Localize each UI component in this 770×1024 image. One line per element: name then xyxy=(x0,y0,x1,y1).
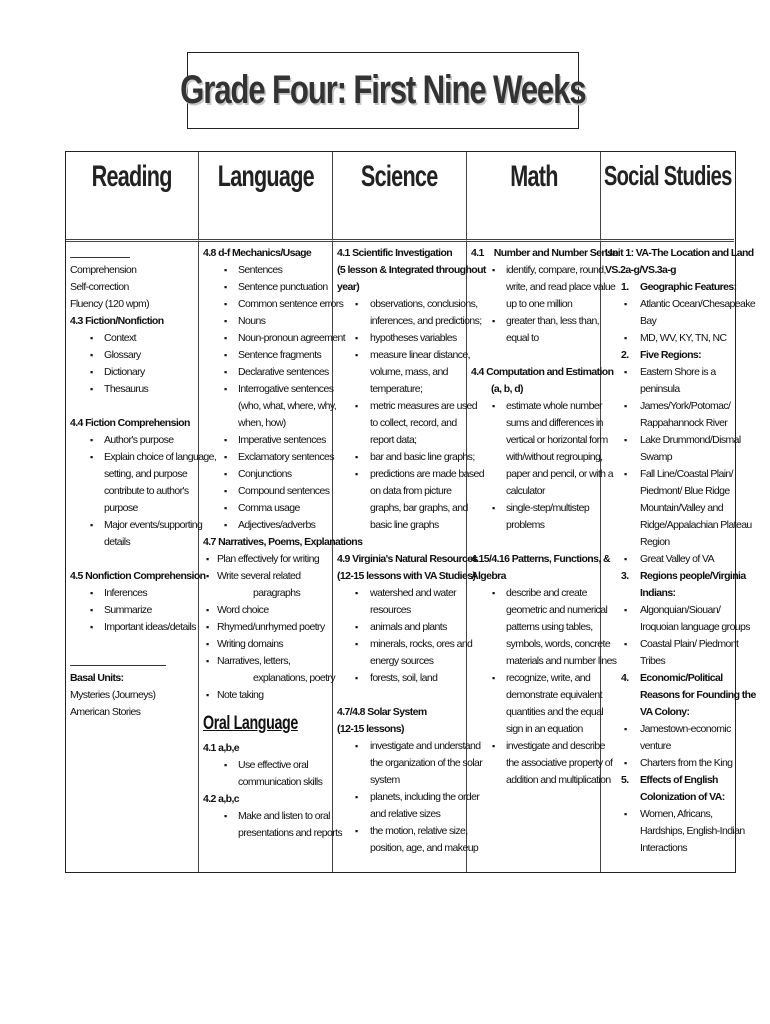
list-item: ▪ observations, conclusions, xyxy=(337,296,462,313)
section-heading: Basal Units: xyxy=(70,672,124,684)
list-item: system xyxy=(370,774,400,786)
list-item: Mountain/Valley and xyxy=(640,502,723,514)
list-item: presentations and reports xyxy=(238,827,343,839)
list-item: ▪ Use effective oral xyxy=(203,757,328,774)
list-item: volume, mass, and xyxy=(370,366,448,378)
list-item: write, and read place value xyxy=(506,281,616,293)
list-item: graphs, bar graphs, and xyxy=(370,502,468,514)
list-item: ▪ metric measures are used xyxy=(337,398,462,415)
list-item: peninsula xyxy=(640,383,680,395)
list-item: ▪ Comma usage xyxy=(203,500,328,517)
section-heading: 4.15/4.16 Patterns, Functions, & xyxy=(471,553,610,565)
list-item: ▪ Make and listen to oral xyxy=(203,808,328,825)
numbered-heading xyxy=(605,347,730,364)
list-item: patterns using tables, xyxy=(506,621,593,633)
list-item: sums and differences in xyxy=(506,417,603,429)
heading-continuation: Indians: xyxy=(640,587,676,599)
divider xyxy=(70,653,194,670)
list-item: ▪ Imperative sentences xyxy=(203,432,328,449)
science-column xyxy=(333,242,486,872)
list-item: ▪ single-step/multistep xyxy=(471,500,596,517)
list-item: ▪ Context xyxy=(70,330,194,347)
reading-column xyxy=(66,242,217,872)
list-item: Comprehension xyxy=(70,264,137,276)
title-box xyxy=(180,52,586,129)
heading-continuation: Reasons for Founding the xyxy=(640,689,756,701)
list-item: report data; xyxy=(370,434,417,446)
section-heading: 4.3 Fiction/Nonfiction xyxy=(70,315,164,327)
list-item: demonstrate equivalent xyxy=(506,689,602,701)
list-item: paper and pencil, or with a xyxy=(506,468,613,480)
list-item: ▪ estimate whole number xyxy=(471,398,596,415)
item-number: 5. xyxy=(621,774,629,786)
list-item: ▪ Writing domains xyxy=(203,636,328,653)
list-item: ▪ Glossary xyxy=(70,347,194,364)
list-item: ▪ MD, WV, KY, TN, NC xyxy=(605,330,730,347)
header-label: Math xyxy=(509,160,558,193)
list-item: sign in an equation xyxy=(506,723,583,735)
list-item: ▪ Algonquian/Siouan/ xyxy=(605,602,730,619)
list-item: ▪ Eastern Shore is a xyxy=(605,364,730,381)
numbered-heading xyxy=(605,772,730,789)
list-item: ▪ Author's purpose xyxy=(70,432,194,449)
section-heading: VS.2a-g/VS.3a-g xyxy=(605,264,676,276)
list-item: position, age, and makeup xyxy=(370,842,479,854)
list-item: ▪ Great Valley of VA xyxy=(605,551,730,568)
list-item: and relative sizes xyxy=(370,808,441,820)
list-item: Piedmont/ Blue Ridge xyxy=(640,485,730,497)
list-item: ▪ Rhymed/unrhymed poetry xyxy=(203,619,328,636)
heading-text: Five Regions: xyxy=(640,349,702,361)
header-label: Language xyxy=(217,160,314,193)
section-heading: 4.7 Narratives, Poems, Explanations xyxy=(203,536,363,548)
list-item: Mysteries (Journeys) xyxy=(70,689,156,701)
heading-continuation: Colonization of VA: xyxy=(640,791,725,803)
header-label: Science xyxy=(361,160,438,193)
list-item: calculator xyxy=(506,485,545,497)
list-item: ▪ Sentence fragments xyxy=(203,347,328,364)
list-item: Ridge/Appalachian Plateau xyxy=(640,519,752,531)
list-item: ▪ Important ideas/details xyxy=(70,619,194,636)
list-item: when, how) xyxy=(238,417,286,429)
list-item: Hardships, English-Indian xyxy=(640,825,745,837)
list-item: problems xyxy=(506,519,545,531)
header-social-studies xyxy=(601,152,734,242)
list-item: ▪ Note taking xyxy=(203,687,328,704)
list-item: inferences, and predictions; xyxy=(370,315,482,327)
list-item: ▪ Atlantic Ocean/Chesapeake xyxy=(605,296,730,313)
list-item: ▪ Summarize xyxy=(70,602,194,619)
social-studies-column xyxy=(601,242,756,872)
list-item: contribute to author's xyxy=(104,485,189,497)
heading-text: Geographic Features: xyxy=(640,281,737,293)
list-item: ▪ identify, compare, round, xyxy=(471,262,596,279)
section-heading xyxy=(471,245,618,262)
list-item: to collect, record, and xyxy=(370,417,457,429)
list-item: ▪ Explain choice of language, xyxy=(70,449,194,466)
section-heading: (12-15 lessons with VA Studies) xyxy=(337,570,476,582)
list-item: symbols, words, concrete xyxy=(506,638,611,650)
section-title: Number and Number Sense xyxy=(493,247,618,259)
item-number: 1. xyxy=(621,281,629,293)
list-item: the associative property of xyxy=(506,757,613,769)
list-item: ▪ investigate and understand xyxy=(337,738,462,755)
list-item: ▪ Women, Africans, xyxy=(605,806,730,823)
section-heading: year) xyxy=(337,281,360,293)
list-item: setting, and purpose xyxy=(104,468,188,480)
section-heading: 4.1 Scientific Investigation xyxy=(337,247,453,259)
section-heading: 4.1 a,b,e xyxy=(203,742,240,754)
list-item: ▪ Jamestown-economic xyxy=(605,721,730,738)
list-item: materials and number lines xyxy=(506,655,617,667)
numbered-heading xyxy=(605,279,737,296)
heading-continuation: VA Colony: xyxy=(640,706,690,718)
list-item: ▪ Narratives, letters, xyxy=(203,653,328,670)
list-item: details xyxy=(104,536,131,548)
section-heading: 4.9 Virginia's Natural Resources xyxy=(337,553,478,565)
curriculum-table xyxy=(65,151,756,873)
list-item: communication skills xyxy=(238,776,323,788)
list-item: ▪ bar and basic line graphs; xyxy=(337,449,462,466)
list-item: basic line graphs xyxy=(370,519,439,531)
list-item: Region xyxy=(640,536,670,548)
list-item: equal to xyxy=(506,332,539,344)
list-item: temperature; xyxy=(370,383,423,395)
list-item: ▪ investigate and describe xyxy=(471,738,596,755)
list-item: ▪ Adjectives/adverbs xyxy=(203,517,328,534)
list-item: ▪ Conjunctions xyxy=(203,466,328,483)
list-item: the organization of the solar xyxy=(370,757,483,769)
list-item: ▪ Sentences xyxy=(203,262,328,279)
list-item: ▪ hypotheses variables xyxy=(337,330,462,347)
list-item: Fluency (120 wpm) xyxy=(70,298,150,310)
section-heading: Unit 1: VA-The Location and Land xyxy=(605,247,754,259)
list-item: ▪ Word choice xyxy=(203,602,328,619)
list-item: ▪ Exclamatory sentences xyxy=(203,449,328,466)
list-item: ▪ predictions are made based xyxy=(337,466,462,483)
list-item: ▪ James/York/Potomac/ xyxy=(605,398,730,415)
list-item: ▪ Coastal Plain/ Piedmont xyxy=(605,636,730,653)
list-item: addition and multiplication xyxy=(506,774,611,786)
list-item: Rappahannock River xyxy=(640,417,728,429)
list-item: ▪ Interrogative sentences xyxy=(203,381,328,398)
list-item: ▪ Charters from the King xyxy=(605,755,730,772)
list-item: paragraphs xyxy=(253,587,301,599)
heading-text: Effects of English xyxy=(640,774,718,786)
section-heading: 4.4 Fiction Comprehension xyxy=(70,417,190,429)
list-item: ▪ Lake Drummond/Dismal xyxy=(605,432,730,449)
divider xyxy=(70,245,194,262)
section-heading: 4.4 Computation and Estimation xyxy=(471,366,614,378)
list-item: American Stories xyxy=(70,706,141,718)
list-item: ▪ Write several related xyxy=(203,568,328,585)
section-heading: 4.7/4.8 Solar System xyxy=(337,706,427,718)
header-label: Social Studies xyxy=(603,160,732,191)
list-item: ▪ greater than, less than, xyxy=(471,313,596,330)
list-item: Self-correction xyxy=(70,281,129,293)
list-item: explanations, poetry xyxy=(253,672,335,684)
section-heading: 4.5 Nonfiction Comprehension xyxy=(70,570,206,582)
heading-text: Economic/Political xyxy=(640,672,723,684)
list-item: ▪ Thesaurus xyxy=(70,381,194,398)
list-item: ▪ Plan effectively for writing xyxy=(203,551,328,568)
list-item: Tribes xyxy=(640,655,666,667)
list-item: with/without regrouping, xyxy=(506,451,603,463)
list-item: ▪ Major events/supporting xyxy=(70,517,194,534)
list-item: ▪ describe and create xyxy=(471,585,596,602)
list-item: ▪ forests, soil, land xyxy=(337,670,462,687)
section-heading: (12-15 lessons) xyxy=(337,723,404,735)
header-label: Reading xyxy=(91,160,173,193)
list-item: energy sources xyxy=(370,655,434,667)
list-item: resources xyxy=(370,604,411,616)
list-item: on data from picture xyxy=(370,485,452,497)
list-item: (who, what, where, why, xyxy=(238,400,337,412)
section-heading: (a, b, d) xyxy=(491,383,523,395)
list-item: up to one million xyxy=(506,298,573,310)
list-item: ▪ measure linear distance, xyxy=(337,347,462,364)
list-item: ▪ Sentence punctuation xyxy=(203,279,328,296)
list-item: ▪ Declarative sentences xyxy=(203,364,328,381)
header-math xyxy=(467,152,601,242)
item-number: 2. xyxy=(621,349,629,361)
list-item: ▪ Inferences xyxy=(70,585,194,602)
section-heading: 4.2 a,b,c xyxy=(203,793,240,805)
list-item: geometric and numerical xyxy=(506,604,608,616)
section-number: 4.1 xyxy=(471,247,484,259)
list-item: ▪ planets, including the order xyxy=(337,789,462,806)
list-item: Iroquoian language groups xyxy=(640,621,750,633)
math-column xyxy=(467,242,618,872)
header-language xyxy=(199,152,333,242)
header-reading xyxy=(66,152,199,242)
section-heading: 4.8 d-f Mechanics/Usage xyxy=(203,247,312,259)
list-item: ▪ the motion, relative size, xyxy=(337,823,462,840)
list-item: Bay xyxy=(640,315,657,327)
list-item: Interactions xyxy=(640,842,688,854)
list-item: Swamp xyxy=(640,451,673,463)
list-item: vertical or horizontal form xyxy=(506,434,608,446)
list-item: ▪ Compound sentences xyxy=(203,483,328,500)
list-item: ▪ Noun-pronoun agreement xyxy=(203,330,328,347)
section-heading: (5 lesson & Integrated throughout xyxy=(337,264,486,276)
numbered-heading xyxy=(605,568,746,585)
list-item: ▪ Fall Line/Coastal Plain/ xyxy=(605,466,730,483)
heading-text: Regions people/Virginia xyxy=(640,570,746,582)
list-item: ▪ Common sentence errors xyxy=(203,296,328,313)
header-science xyxy=(333,152,467,242)
oral-language-heading: Oral Language xyxy=(203,713,298,734)
page-title: Grade Four: First Nine Weeks xyxy=(180,68,586,112)
list-item: ▪ minerals, rocks, ores and xyxy=(337,636,462,653)
list-item: venture xyxy=(640,740,671,752)
numbered-heading xyxy=(605,670,730,687)
list-item: ▪ Dictionary xyxy=(70,364,194,381)
list-item: ▪ Nouns xyxy=(203,313,328,330)
list-item: ▪ watershed and water xyxy=(337,585,462,602)
list-item: ▪ animals and plants xyxy=(337,619,462,636)
item-number: 4. xyxy=(621,672,629,684)
list-item: purpose xyxy=(104,502,138,514)
list-item: ▪ recognize, write, and xyxy=(471,670,596,687)
item-number: 3. xyxy=(621,570,629,582)
list-item: quantities and the equal xyxy=(506,706,604,718)
section-heading: Algebra xyxy=(471,570,506,582)
